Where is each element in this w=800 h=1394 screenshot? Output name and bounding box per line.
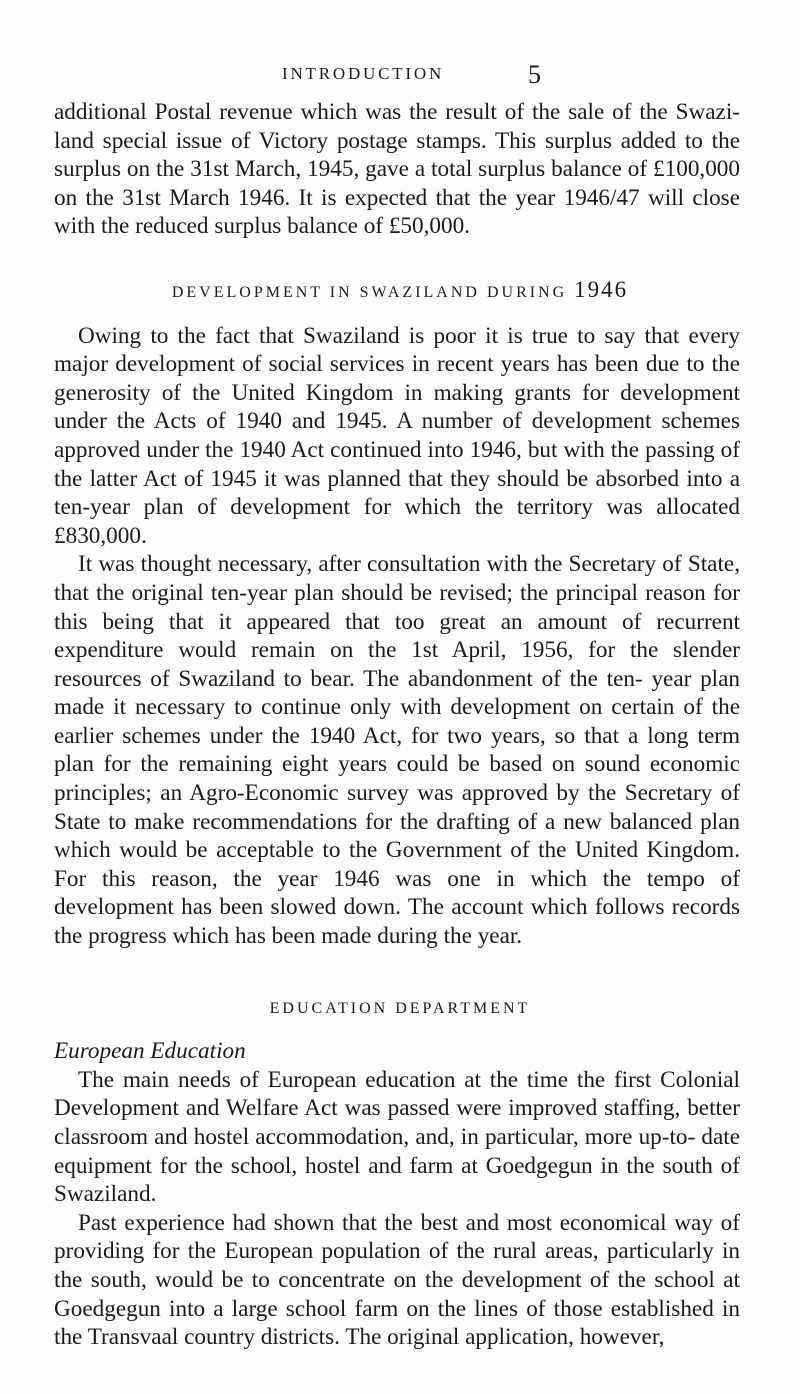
page-number: 5 — [528, 60, 541, 89]
section-heading-education: EDUCATION DEPARTMENT — [269, 999, 531, 1017]
section-heading-development-year: 1946 — [574, 276, 629, 302]
running-header — [0, 60, 800, 92]
paragraph-development-2: It was thought necessary, after consultation with the Secretary of State, that the original ten-year plan should be revised; the principal reason for this being that it appeared that too great an amount of recurrent expenditure would remain on the 1st April, 1956, for the slender resources of Swaziland to bear. The abandonment of the ten- year plan made it necessary to continue only with development on certain of the earlier schemes under the 1940 Act, for two years, so that a long term plan for the remaining eight years could be based on sound economic principles; an Agro-Economic survey was approved by the Secretary of State to make recommendations for the drafting of a new balanced plan which would be acceptable to the Government of the United Kingdom. For this reason, the year 1946 was one in which the tempo of development has been slowed down. The account which follows records the progress which has been made during the year. — [54, 551, 740, 950]
paragraph-education-1: The main needs of European education at the time the first Colonial Development and Welfare Act was passed were improved staffing, better classroom and hostel accommodation, and, in particular, more up-to- date equipment for the school, hostel and farm at Goedgegun in the south of Swaziland. — [54, 1066, 740, 1208]
paragraph-development-1: Owing to the fact that Swaziland is poor it is true to say that every major development of social services in recent years has been due to the generosity of the United Kingdom in making grants for development under the Acts of 1940 and 1945. A number of development schemes approved under the 1940 Act continued into 1946, but with the passing of the latter Act of 1945 it was planned that they should be absorbed into a ten-year plan of development for which the territory was allocated £830,000. — [54, 322, 740, 549]
subheading-european-education: European Education — [54, 1038, 246, 1065]
body-text — [54, 98, 740, 1352]
section-heading-development-text: DEVELOPMENT IN SWAZILAND DURING — [171, 283, 568, 301]
running-title: INTRODUCTION — [282, 64, 445, 83]
section-heading-development — [54, 276, 740, 308]
paragraph-education-2: Past experience had shown that the best and most economical way of providing for the European population of the rural areas, particularly in the south, would be to concentrate on the development of the school at Goedgegun into a large school farm on the lines of those established in the Transvaal country districts. The original application, however, — [54, 1209, 740, 1351]
paragraph-intro: additional Postal revenue which was the result of the sale of the Swazi- land special issue of Victory postage stamps. This surplus added to the surplus on the 31st March, 1945, gave a total surplus balance of £100,000 on the 31st March 1946. It is expected that the year 1946/47 will close with the reduced surplus balance of £50,000. — [54, 99, 740, 240]
